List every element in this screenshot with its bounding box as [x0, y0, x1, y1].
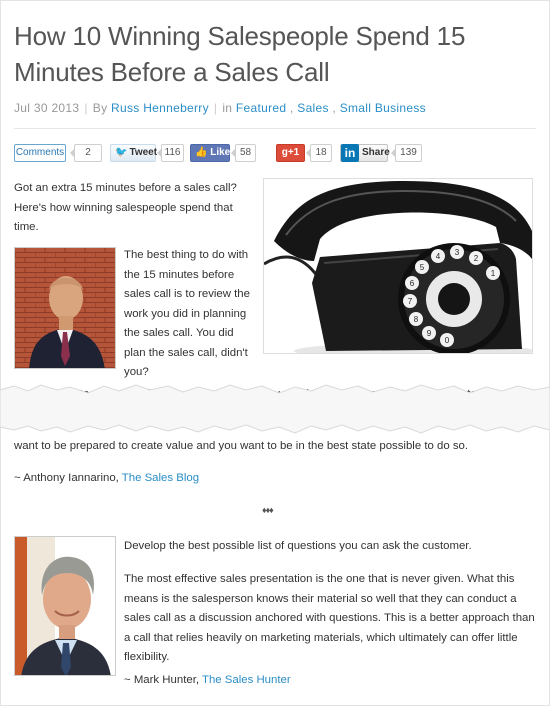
- attribution-iannarino: [14, 470, 199, 486]
- dial-digit: 0: [444, 336, 450, 345]
- author-photo-iannarino: [14, 247, 116, 369]
- by-label: By: [92, 101, 108, 115]
- dial-digit: 4: [435, 252, 441, 261]
- twitter-bird-icon: 🐦: [115, 147, 128, 158]
- category-link-small-business[interactable]: Small Business: [339, 101, 426, 115]
- dial-digit: 9: [426, 329, 432, 338]
- the-sales-blog-link[interactable]: The Sales Blog: [121, 472, 200, 484]
- attribution-hunter: [124, 672, 291, 688]
- article-title: How 10 Winning Salespeople Spend 15 Minutes Before a Sales Call: [14, 21, 466, 87]
- tweet-button[interactable]: [110, 144, 156, 162]
- tweet-count: 116: [161, 144, 184, 162]
- category-link-sales[interactable]: Sales: [297, 101, 329, 115]
- dial-digit: 1: [490, 269, 496, 278]
- dial-digit: 5: [419, 263, 425, 272]
- tweet-label: Tweet: [129, 147, 158, 158]
- thumbs-up-icon: 👍: [195, 147, 208, 158]
- in-label: in: [222, 101, 233, 115]
- category-link-featured[interactable]: Featured: [235, 101, 287, 115]
- attribution-name: ~ Anthony Iannarino,: [14, 472, 119, 484]
- author-link[interactable]: Russ Henneberry: [111, 101, 209, 115]
- the-sales-hunter-link[interactable]: The Sales Hunter: [202, 674, 291, 686]
- comments-button[interactable]: Comments: [14, 144, 66, 162]
- share-bar: [14, 144, 534, 162]
- comments-count: 2: [74, 144, 102, 162]
- quote2-lead: Develop the best possible list of questions you can ask the customer.: [124, 540, 472, 552]
- dial-digit: 3: [454, 248, 460, 257]
- quote1-continued-bottom: want to be prepared to create value and you want to be in the best state possible to do so.: [14, 440, 469, 452]
- dial-digit: 7: [407, 297, 413, 306]
- dial-digit: 8: [413, 315, 419, 324]
- intro-paragraph: Got an extra 15 minutes before a sales call? Here's how winning salespeople spend that time.: [14, 182, 237, 233]
- gplus-count: 18: [310, 144, 332, 162]
- author-photo-hunter: [14, 536, 116, 676]
- quote2-paragraph: The most effective sales presentation is the one that is never given. What this means is the salesperson knows their material so well that they can conduct a sales call as a discussion anchored with questions. This is a better approach than a call that relies heavily on marketing materials, which ultimately can offer little flexibility.: [124, 573, 535, 663]
- meta-divider: [14, 128, 536, 129]
- google-plus-button[interactable]: g+1: [276, 144, 305, 162]
- torn-edge-divider: [0, 372, 550, 442]
- section-divider: ♦♦♦: [262, 505, 273, 515]
- linkedin-share-label: Share: [362, 147, 390, 158]
- dial-digit: 2: [473, 254, 479, 263]
- linkedin-share-button[interactable]: [340, 144, 388, 162]
- dial-digit: 6: [409, 279, 415, 288]
- attribution-name: ~ Mark Hunter,: [124, 674, 200, 686]
- article-date: Jul 30 2013: [14, 101, 80, 115]
- article-meta: Jul 30 2013 | By Russ Henneberry | in Featured , Sales , Small Business: [14, 101, 426, 115]
- linkedin-count: 139: [395, 144, 422, 162]
- like-count: 58: [235, 144, 256, 162]
- rotary-phone-image: [263, 178, 533, 354]
- quote1-paragraph: The best thing to do with the 15 minutes before sales call is to review the work you did in planning the sales call. You did plan the sales call, didn't you?: [124, 249, 250, 378]
- facebook-like-button[interactable]: [190, 144, 230, 162]
- like-label: Like: [210, 147, 231, 158]
- linkedin-icon: in: [341, 144, 359, 162]
